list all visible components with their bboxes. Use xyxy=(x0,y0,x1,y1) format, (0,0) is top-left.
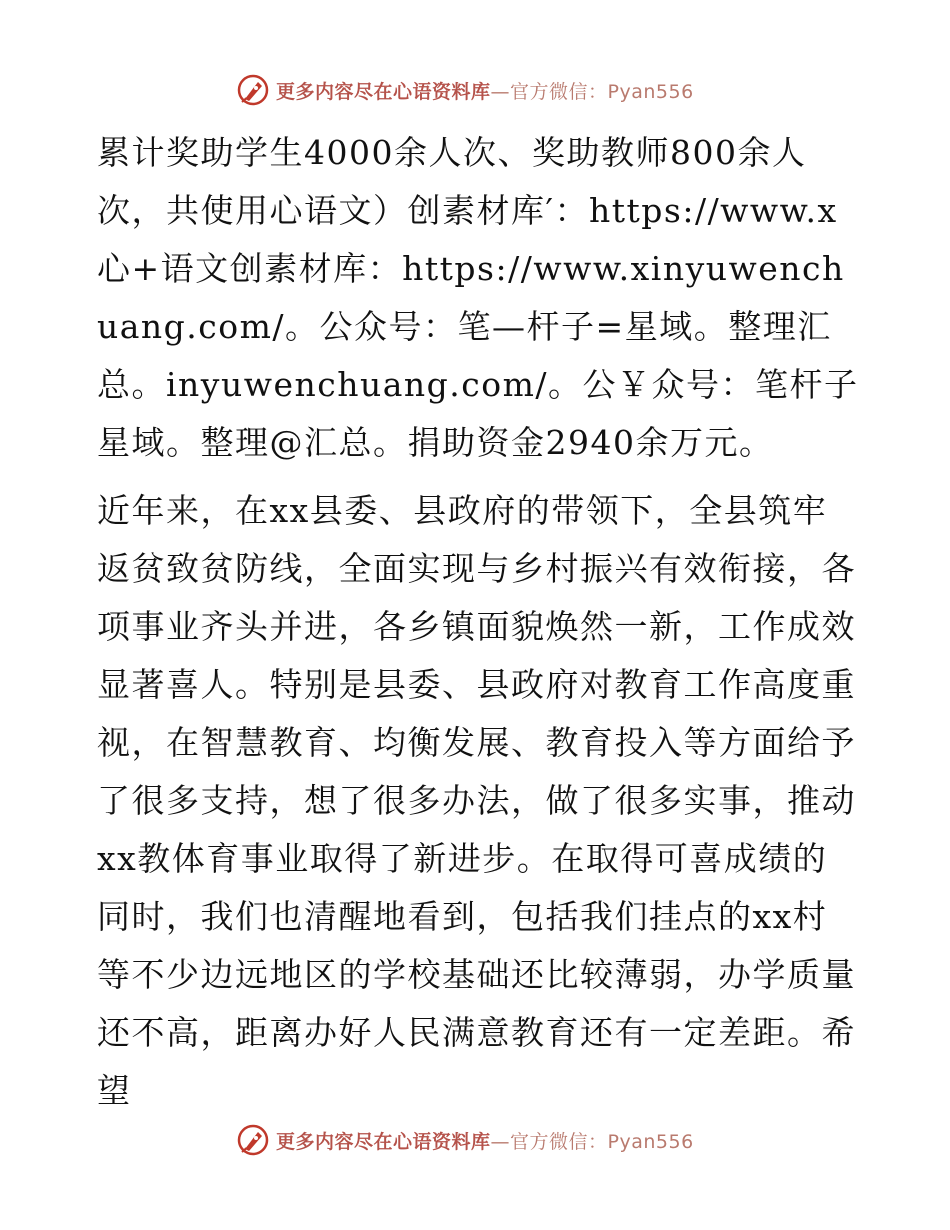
footer-banner-title: 更多内容尽在心语资料库 xyxy=(276,1130,491,1153)
header-banner xyxy=(236,72,694,108)
header-banner-contact: 官方微信：Pyan556 xyxy=(510,80,694,103)
footer-banner-separator: — xyxy=(490,1130,511,1153)
header-banner-text xyxy=(276,77,694,104)
paragraph-1: 累计奖助学生4000余人次、奖助教师800余人次，共使用心语文）创素材库′：https://www.x心+语文创素材库：https://www.xinyuwenchuang.com/。公众号：笔—杆子=星域。整理汇总。inyuwenchuang.com/。公￥众号：笔杆子星域。整理@汇总。捐助资金2940余万元。 xyxy=(97,133,859,462)
footer-banner-text xyxy=(276,1127,694,1154)
paragraph-2: 近年来，在xx县委、县政府的带领下，全县筑牢返贫致贫防线，全面实现与乡村振兴有效衔接，各项事业齐头并进，各乡镇面貌焕然一新，工作成效显著喜人。特别是县委、县政府对教育工作高度重视，在智慧教育、均衡发展、教育投入等方面给予了很多支持，想了很多办法，做了很多实事，推动xx教体育事业取得了新进步。在取得可喜成绩的同时，我们也清醒地看到，包括我们挂点的xx村等不少边远地区的学校基础还比较薄弱，办学质量还不高，距离办好人民满意教育还有一定差距。希望 xyxy=(97,491,856,1110)
header-banner-title: 更多内容尽在心语资料库 xyxy=(276,80,491,103)
pen-nib-logo-icon xyxy=(236,1123,270,1157)
footer-banner xyxy=(236,1122,694,1158)
footer-banner-contact: 官方微信：Pyan556 xyxy=(510,1130,694,1153)
pen-nib-logo-icon xyxy=(236,73,270,107)
header-banner-separator: — xyxy=(490,80,511,103)
document-body xyxy=(97,124,859,1120)
